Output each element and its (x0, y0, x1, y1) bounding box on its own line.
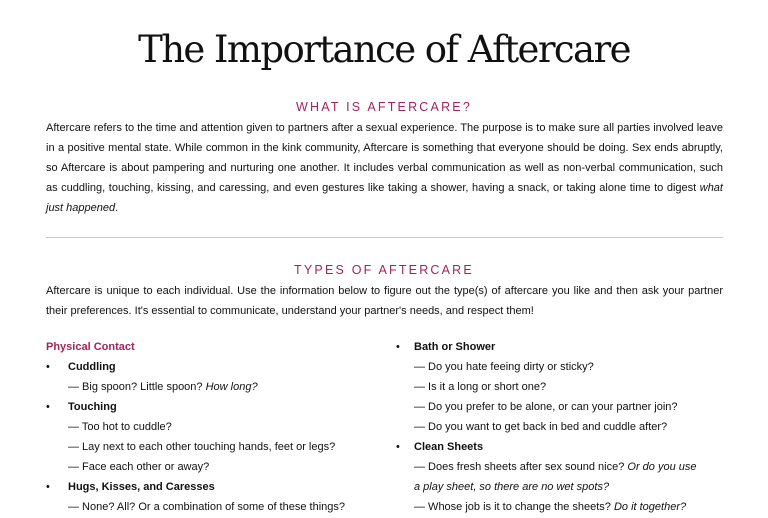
subitem-italic: How long? (205, 381, 258, 393)
list-item-bath (396, 337, 731, 357)
right-column (396, 337, 731, 517)
physical-contact-label: Physical Contact (46, 341, 135, 353)
section-heading-types-of-aftercare: TYPES OF AFTERCARE (294, 263, 474, 277)
paragraph-end: . (115, 202, 119, 214)
list-subitem: — Do you want to get back in bed and cuddle after? (414, 421, 668, 433)
subitem-text: — Does fresh sheets after sex sound nice? (414, 461, 628, 473)
list-subitem: — Do you hate feeing dirty or sticky? (414, 361, 594, 373)
what-is-aftercare-paragraph (46, 118, 723, 218)
left-column (46, 337, 386, 517)
bullet-icon: • (46, 401, 50, 413)
list-item-hugs (46, 477, 386, 497)
subitem-italic: Do it together? (613, 501, 687, 513)
list-subitem: — Do you prefer to be alone, or can your partner join? (414, 401, 678, 413)
paragraph-italic-text: what just happened (46, 182, 723, 214)
types-of-aftercare-paragraph: Aftercare is unique to each individual. Use the information below to figure out the type(s) of aftercare you like and then ask your partner their preferences. It's essential to communicate, understand your partner's needs, and respect them! (46, 285, 723, 317)
item-title: Cuddling (68, 361, 116, 373)
list-subitem (46, 377, 386, 397)
item-title: Hugs, Kisses, and Caresses (68, 481, 215, 493)
item-title: Touching (68, 401, 117, 413)
subitem-italic: Or do you use (627, 461, 697, 473)
list-subitem: — Face each other or away? (68, 461, 210, 473)
list-item-touching (46, 397, 386, 417)
list-subitem: — Is it a long or short one? (414, 381, 547, 393)
subitem-text: — Big spoon? Little spoon? (68, 381, 206, 393)
subitem-italic: a play sheet, so there are no wet spots? (414, 481, 610, 493)
list-subitem: — Too hot to cuddle? (68, 421, 172, 433)
bullet-icon: • (46, 481, 50, 493)
list-subitem (396, 457, 731, 477)
list-subitem (396, 497, 731, 517)
subitem-text: — Whose job is it to change the sheets? (414, 501, 614, 513)
section-heading-what-is-aftercare: WHAT IS AFTERCARE? (296, 100, 472, 114)
section-divider (46, 237, 723, 238)
item-title: Bath or Shower (414, 341, 496, 353)
bullet-icon: • (396, 341, 400, 353)
list-item-sheets (396, 437, 731, 457)
page-title: The Importance of Aftercare (138, 28, 630, 71)
bullet-icon: • (46, 361, 50, 373)
list-subitem: — None? All? Or a combination of some of these things? (68, 501, 345, 513)
list-item-cuddling (46, 357, 386, 377)
list-subitem (396, 477, 731, 497)
bullet-icon: • (396, 441, 400, 453)
list-subitem: — Lay next to each other touching hands, feet or legs? (68, 441, 336, 453)
item-title: Clean Sheets (414, 441, 484, 453)
paragraph-text: Aftercare refers to the time and attention given to partners after a sexual experience. The purpose is to make sure all parties involved leave in a positive mental state. While common in the kink community, Aftercare is something that everyone should be doing. Sex ends abruptly, so Aftercare is about pampering and nurturing one another. It includes verbal communication as well as non-verbal communication, such as cuddling, touching, kissing, and caressing, and even gestures like taking a shower, having a snack, or taking alone time to digest (46, 122, 723, 194)
